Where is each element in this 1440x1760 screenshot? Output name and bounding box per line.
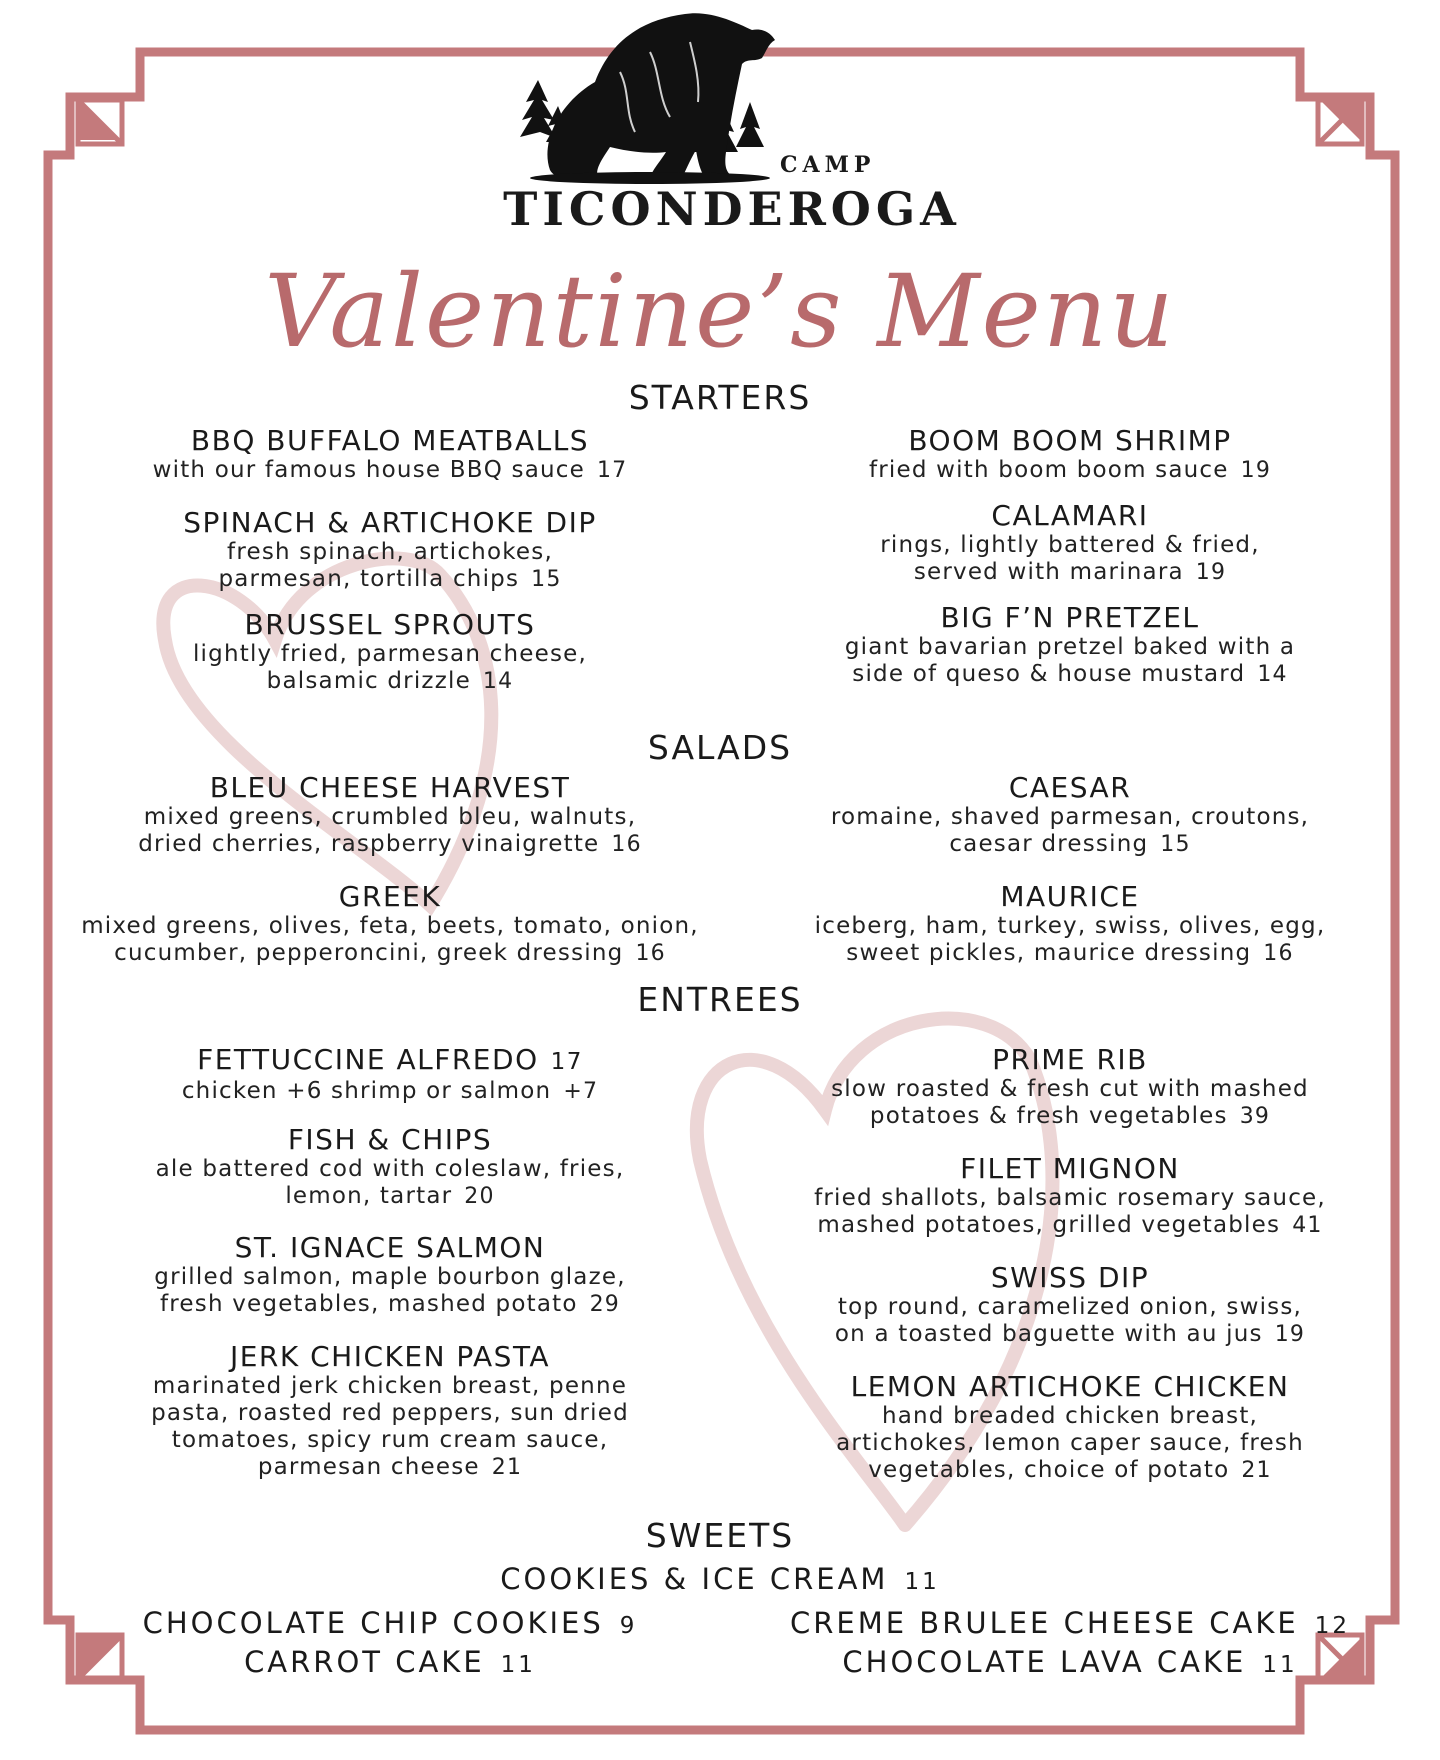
menu-item [770,1262,1370,1348]
item-desc: fried shallots, balsamic rosemary sauce, [814,1185,1326,1211]
item-name: CREME BRULEE CHEESE CAKE [790,1606,1299,1640]
item-desc: chicken +6 shrimp or salmon [181,1078,552,1104]
item-desc: artichokes, lemon caper sauce, fresh [836,1430,1304,1456]
sweet-item [770,1645,1370,1679]
item-price: 39 [1239,1104,1271,1129]
item-desc: served with marinara [913,559,1184,585]
menu-item [770,1044,1370,1130]
item-price: 17 [596,458,628,483]
item-name: BIG F’N PRETZEL [940,601,1200,634]
item-desc: grilled salmon, maple bourbon glaze, [154,1264,626,1290]
item-name: BRUSSEL SPROUTS [244,608,536,641]
item-name: JERK CHICKEN PASTA [229,1340,551,1373]
item-desc: parmesan, tortilla chips [218,566,520,592]
item-price: 15 [1160,832,1191,857]
menu-item [770,881,1370,967]
item-name: FETTUCCINE ALFREDO [197,1043,539,1076]
page-title: Valentine’s Menu [264,253,1176,370]
item-desc: on a toasted baguette with au jus [834,1321,1263,1347]
item-desc: side of queso & house mustard [852,661,1246,687]
item-name: BOOM BOOM SHRIMP [908,424,1232,457]
item-price: 19 [1195,560,1227,585]
item-desc: fresh spinach, artichokes, [227,539,553,565]
item-price: 11 [1262,1652,1298,1678]
item-desc: vegetables, choice of potato [868,1457,1230,1483]
item-desc: lightly fried, parmesan cheese, [192,641,588,667]
menu-item [60,507,720,593]
item-desc: top round, caramelized onion, swiss, [837,1294,1303,1320]
item-price: 15 [531,567,562,592]
item-price: 14 [1257,662,1288,687]
item-desc: mixed greens, crumbled bleu, walnuts, [143,804,637,830]
item-price: 21 [491,1455,523,1480]
item-desc: fresh vegetables, mashed potato [159,1291,578,1317]
item-price: 14 [482,669,514,694]
item-name: CHOCOLATE LAVA CAKE [842,1645,1247,1679]
item-desc: pasta, roasted red peppers, sun dried [151,1400,629,1426]
menu-item [770,500,1370,586]
menu-item [60,1044,720,1105]
menu-item [60,881,720,967]
item-price: 11 [904,1569,940,1595]
logo-name-text: TICONDEROGA [503,182,961,236]
item-desc: cucumber, pepperoncini, greek dressing [114,940,624,966]
item-desc: parmesan cheese [257,1454,480,1480]
item-desc: dried cherries, raspberry vinaigrette [138,831,600,857]
item-name: FILET MIGNON [960,1152,1180,1185]
item-price: 16 [1263,941,1294,966]
item-name: CALAMARI [991,499,1149,532]
item-price: 16 [611,832,642,857]
item-desc: rings, lightly battered & fried, [880,532,1260,558]
menu-item [60,1124,720,1210]
item-name: LEMON ARTICHOKE CHICKEN [850,1370,1290,1403]
item-desc: slow roasted & fresh cut with mashed [831,1076,1309,1102]
menu-item [60,1232,720,1318]
menu-item [770,1371,1370,1484]
item-name: CARROT CAKE [244,1645,485,1679]
item-name: PRIME RIB [992,1043,1148,1076]
item-desc: potatoes & fresh vegetables [869,1103,1228,1129]
item-price: 21 [1241,1458,1272,1483]
item-price: 12 [1314,1613,1350,1639]
item-price: 41 [1292,1213,1323,1238]
menu-item [770,602,1370,688]
menu-item [770,1153,1370,1239]
menu-item [60,609,720,695]
sweet-item [0,1562,1440,1596]
item-desc: fried with boom boom sauce [868,457,1229,483]
menu-item [60,425,720,484]
item-price: 11 [500,1652,536,1678]
section-heading-salads: SALADS [647,728,793,767]
sweet-item [60,1606,720,1640]
item-desc: tomatoes, spicy rum cream sauce, [171,1427,609,1453]
section-heading-sweets: SWEETS [645,1516,795,1555]
item-desc: lemon, tartar [285,1183,453,1209]
item-name: CAESAR [1008,771,1132,804]
item-desc: mixed greens, olives, feta, beets, tomato, onion, [81,913,699,939]
item-desc: iceberg, ham, turkey, swiss, olives, egg, [814,913,1326,939]
section-heading-entrees: ENTREES [637,980,803,1019]
item-desc: with our famous house BBQ sauce [152,457,585,483]
menu-item [60,772,720,858]
item-desc: mashed potatoes, grilled vegetables [817,1212,1281,1238]
menu-item [770,772,1370,858]
item-name: FISH & CHIPS [287,1123,493,1156]
item-desc: balsamic drizzle [266,668,471,694]
sweet-item [770,1606,1370,1640]
item-desc: romaine, shaved parmesan, croutons, [830,804,1310,830]
item-name: CHOCOLATE CHIP COOKIES [142,1606,604,1640]
item-desc: giant bavarian pretzel baked with a [844,634,1296,660]
logo-camp-text: CAMP [780,152,876,178]
item-name: ST. IGNACE SALMON [234,1231,546,1264]
item-desc: sweet pickles, maurice dressing [846,940,1252,966]
item-price: 19 [1274,1322,1306,1347]
item-name: MAURICE [1000,880,1140,913]
item-price: 17 [550,1049,583,1075]
item-desc: ale battered cod with coleslaw, fries, [155,1156,625,1182]
item-desc: caesar dressing [949,831,1149,857]
sweet-item [60,1645,720,1679]
item-price: 16 [635,941,666,966]
item-name: COOKIES & ICE CREAM [500,1562,889,1596]
item-desc: marinated jerk chicken breast, penne [152,1373,628,1399]
item-name: BLEU CHEESE HARVEST [209,771,571,804]
item-name: GREEK [338,880,442,913]
section-heading-starters: STARTERS [628,378,812,417]
item-name: SWISS DIP [990,1261,1150,1294]
item-price: 19 [1240,458,1272,483]
item-desc: hand breaded chicken breast, [881,1403,1259,1429]
menu-item [60,1341,720,1481]
item-price: 20 [464,1184,495,1209]
menu-item [770,425,1370,484]
item-price: 29 [589,1292,621,1317]
item-name: BBQ BUFFALO MEATBALLS [190,424,590,457]
item-name: SPINACH & ARTICHOKE DIP [183,506,597,539]
item-price: 9 [619,1613,638,1639]
item-price: +7 [563,1079,599,1104]
